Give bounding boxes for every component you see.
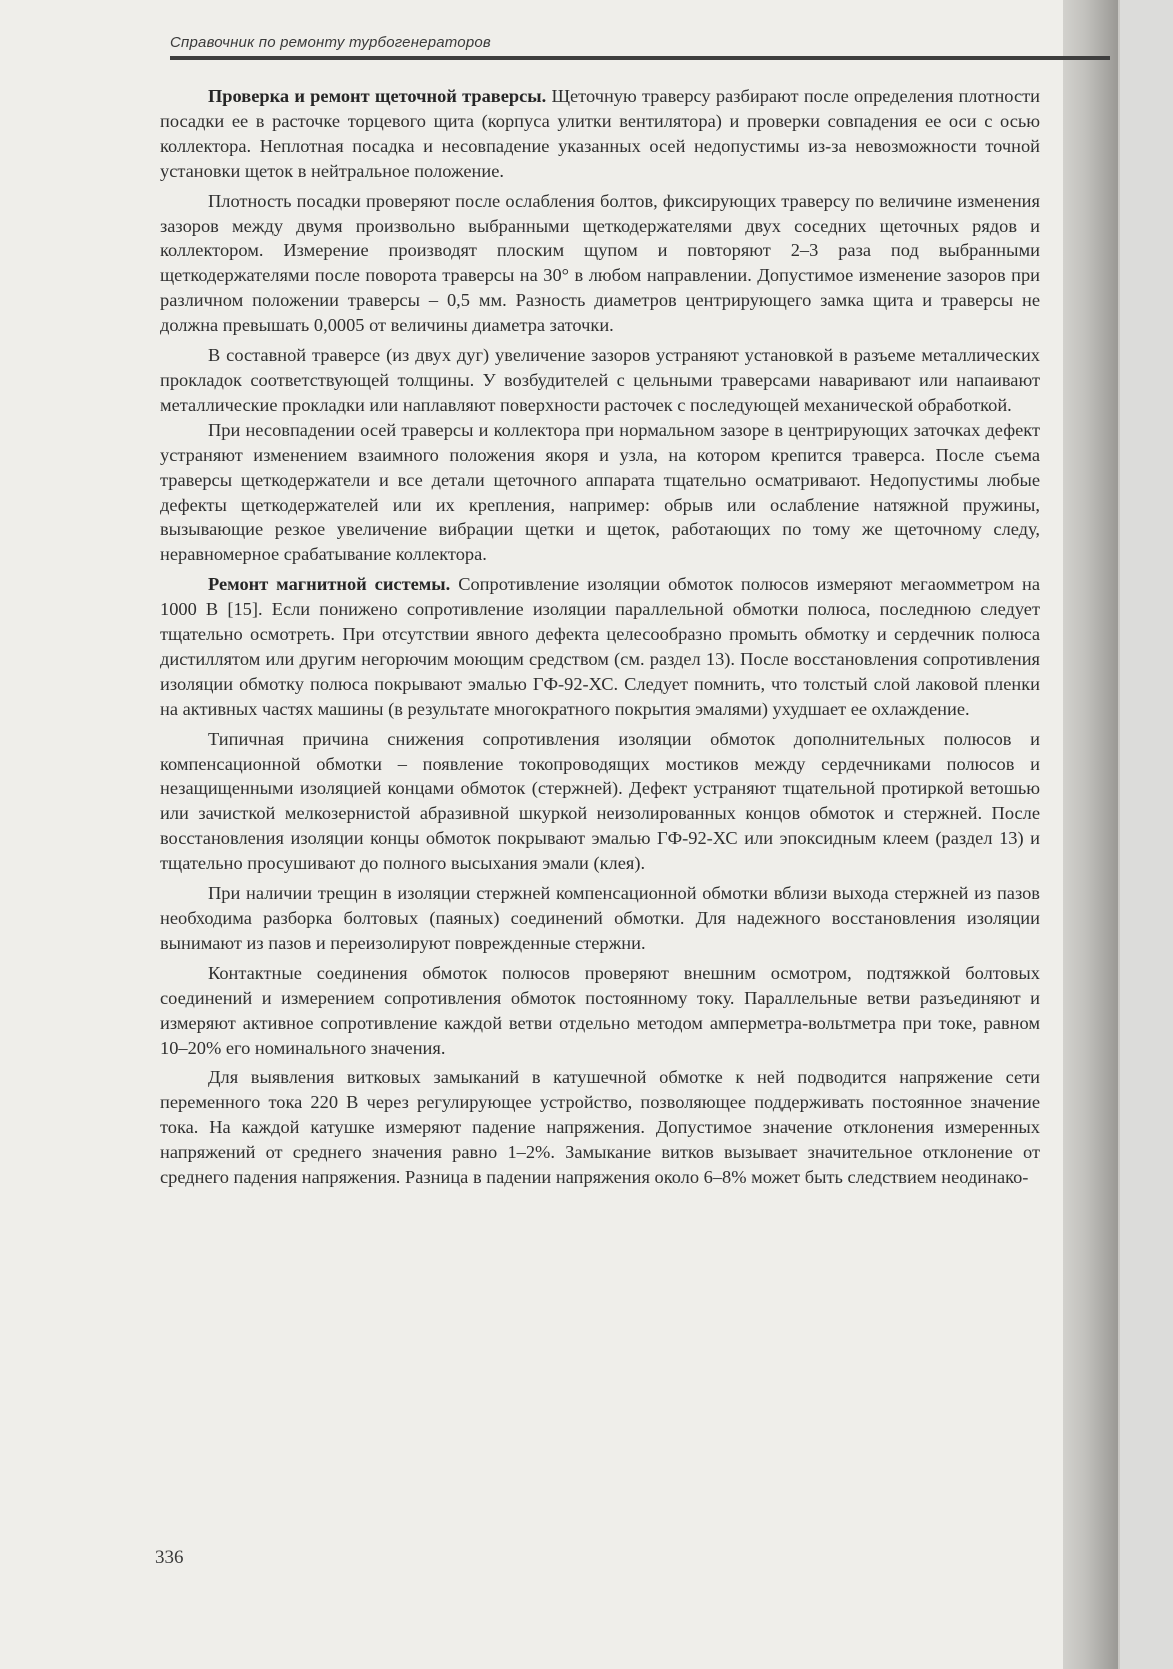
- running-header: [170, 34, 1120, 60]
- header-rule: [170, 56, 1110, 60]
- paragraph-text: При несовпадении осей траверсы и коллектора при нормальном зазоре в центрирующих заточках дефект устраняют изменением взаимного положения якоря и узла, на котором крепится траверса. После съема траверсы щеткодержатели и все детали щеточного аппарата тщательно осматривают. Недопустимы любые дефекты щеткодержателей или их крепления, например: обрыв или ослабление натяжной пружины, вызывающие резкое увеличение вибрации щетки и щеток, работающих по тому же щеточному следу, неравномерное срабатывание коллектора.: [160, 419, 1040, 565]
- paragraph: [160, 189, 1040, 338]
- paragraph: [160, 961, 1040, 1061]
- paragraph: [160, 727, 1040, 876]
- paragraph-heading: Проверка и ремонт щеточной траверсы.: [208, 86, 547, 106]
- paragraph: [160, 343, 1040, 418]
- paragraph-text: Типичная причина снижения сопротивления изоляции обмоток дополнительных полюсов и компенсационной обмотки – появление токопроводящих мостиков между сердечниками полюсов и незащищенными изоляцией концами обмоток (стержней). Дефект устраняют тщательной протиркой ветошью или зачисткой мелкозернистой абразивной шкуркой неизолированных концов обмоток и стержней. После восстановления изоляции концы обмоток покрывают эмалью ГФ-92-ХС или эпоксидным клеем (раздел 13) и тщательно просушивают до полного высыхания эмали (клея).: [160, 728, 1040, 874]
- binding-shadow: [1063, 0, 1118, 1669]
- paragraph: [160, 572, 1040, 721]
- paragraph-text: Контактные соединения обмоток полюсов проверяют внешним осмотром, подтяжкой болтовых соединений и измерением сопротивления обмоток постоянному току. Параллельные ветви разъединяют и измеряют активное сопротивление каждой ветви отдельно методом амперметра-вольтметра при токе, равном 10–20% его номинального значения.: [160, 962, 1040, 1058]
- paragraph: [160, 881, 1040, 956]
- paragraph-text: Щеточную траверсу разбирают после определения плотности посадки ее в расточке торцевого щита (корпуса улитки вентилятора) и проверки совпадения ее оси с осью коллектора. Неплотная посадка и несовпадение указанных осей недопустимы из-за невозможности точной установки щеток в нейтральное положение.: [160, 86, 1040, 181]
- body-text: [160, 84, 1040, 1195]
- paragraph-text: Для выявления витковых замыканий в катушечной обмотке к ней подводится напряжение сети переменного тока 220 В через регулирующее устройство, позволяющее поддерживать постоянное значение тока. На каждой катушке измеряют падение напряжения. Допустимое значение отклонения измеренных напряжений от среднего значения равно 1–2%. Замыкание витков вызывает значительное отклонение от среднего падения напряжения. Разница в падении напряжения около 6–8% может быть следствием неодинако-: [160, 1067, 1040, 1188]
- paragraph-text: В составной траверсе (из двух дуг) увеличение зазоров устраняют установкой в разъеме металлических прокладок соответствующей толщины. У возбудителей с цельными траверсами наваривают или напаивают металлические прокладки или наплавляют поверхности расточек с последующей механической обработкой.: [160, 345, 1040, 415]
- paragraph: [160, 418, 1040, 567]
- paragraph: [160, 84, 1040, 184]
- paragraph-text: Плотность посадки проверяют после ослабления болтов, фиксирующих траверсу по величине изменения зазоров между двумя произвольно выбранными щеткодержателями двух соседних щеточных рядов и коллектором. Измерение производят плоским щупом и повторяют 2–3 раза под выбранными щеткодержателями после поворота траверсы на 30° в любом направлении. Допустимое изменение зазоров при различном положении траверсы – 0,5 мм. Разность диаметров центрирующего замка щита и траверсы не должна превышать 0,0005 от величины диаметра заточки.: [160, 190, 1040, 336]
- paragraph-text: Сопротивление изоляции обмоток полюсов измеряют мегаомметром на 1000 В [15]. Если понижено сопротивление изоляции параллельной обмотки полюса, последнюю следует тщательно осмотреть. При отсутствии явного дефекта целесообразно промыть обмотку и сердечник полюса дистиллятом или другим негорючим моющим средством (см. раздел 13). После восстановления сопротивления изоляции обмотку полюса покрывают эмалью ГФ-92-ХС. Следует помнить, что толстый слой лаковой пленки на активных частях машины (в результате многократного покрытия эмалями) ухудшает ее охлаждение.: [160, 574, 1041, 719]
- paragraph: [160, 1065, 1040, 1190]
- paragraph-heading: Ремонт магнитной системы.: [208, 574, 451, 595]
- page-number: 336: [155, 1547, 184, 1568]
- running-header-title: Справочник по ремонту турбогенераторов: [170, 34, 491, 51]
- paragraph-text: При наличии трещин в изоляции стержней компенсационной обмотки вблизи выхода стержней из пазов необходима разборка болтовых (паяных) соединений обмотки. Для надежного восстановления изоляции вынимают из пазов и переизолируют поврежденные стержни.: [160, 883, 1040, 953]
